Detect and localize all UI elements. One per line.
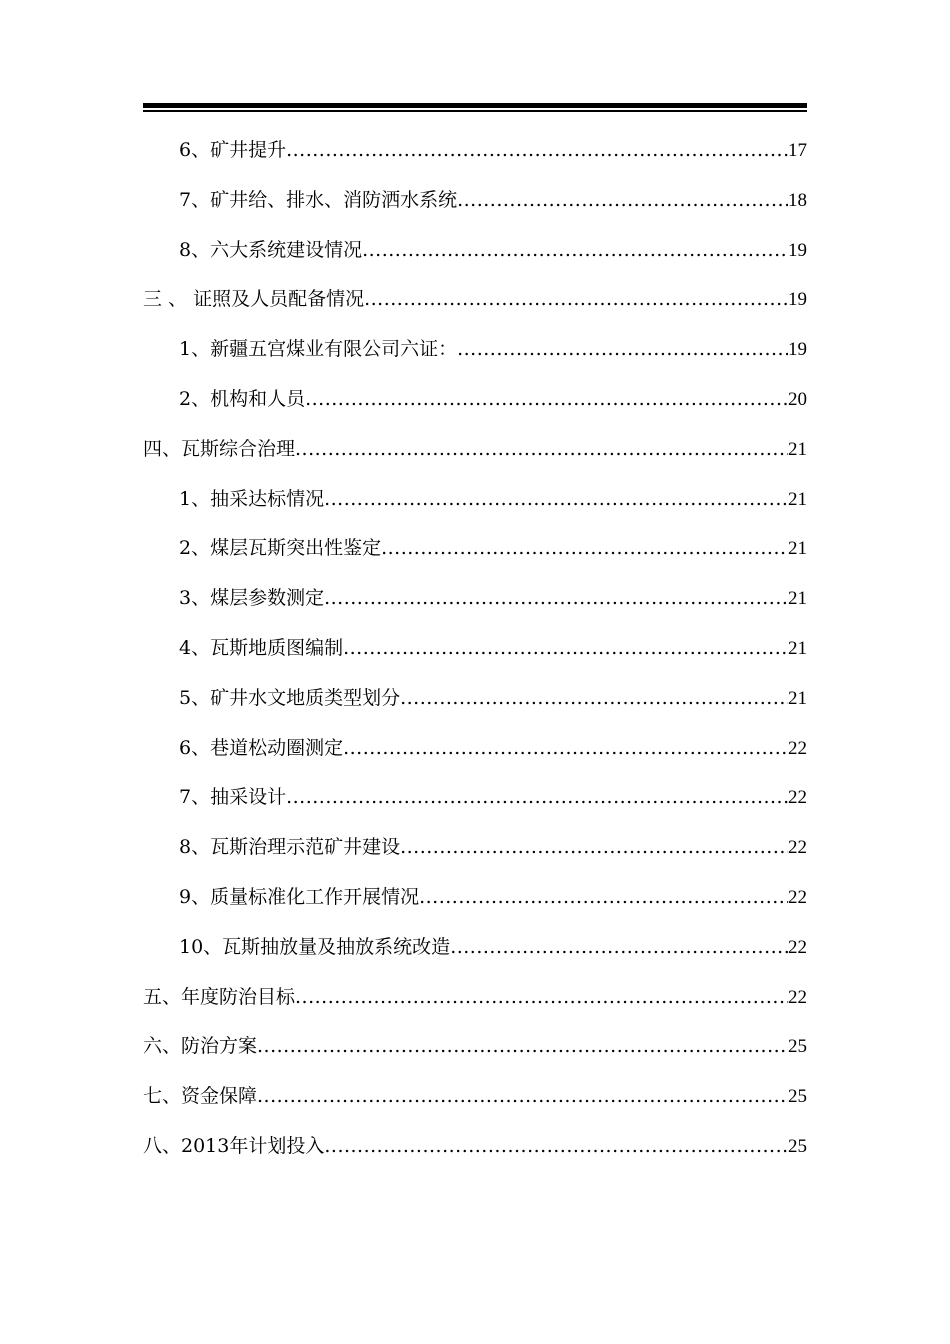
toc-entry-label: 7、矿井给、排水、消防洒水系统 (179, 188, 458, 211)
toc-entry-label: 7、抽采设计 (179, 786, 287, 809)
toc-dot-leader (400, 674, 788, 724)
toc-entry-page-number: 22 (788, 936, 807, 958)
toc-dot-leader (295, 973, 788, 1023)
toc-entry[interactable] (143, 524, 807, 574)
header-rule (143, 103, 807, 113)
header-rule-thin (143, 110, 807, 112)
toc-entry-page-number: 21 (788, 538, 807, 560)
toc-dot-leader (286, 126, 788, 176)
toc-entry[interactable] (143, 226, 807, 276)
toc-entry[interactable] (143, 773, 807, 823)
toc-dot-leader (324, 475, 788, 525)
toc-entry-label: 3、煤层参数测定 (179, 587, 325, 610)
toc-entry[interactable] (143, 126, 807, 176)
toc-entry-page-number: 17 (788, 140, 807, 161)
toc-dot-leader (364, 275, 788, 325)
toc-entry[interactable] (143, 325, 807, 375)
toc-entry-label: 2、机构和人员 (179, 387, 306, 410)
toc-entry-page-number: 21 (788, 488, 807, 510)
toc-entry[interactable] (143, 375, 807, 425)
toc-entry-page-number: 19 (788, 289, 807, 311)
toc-entry-label: 4、瓦斯地质图编制 (179, 636, 344, 659)
toc-dot-leader (381, 524, 788, 574)
toc-entry-label: 四、瓦斯综合治理 (143, 437, 296, 460)
toc-dot-leader (286, 773, 788, 823)
toc-entry-page-number: 22 (788, 986, 807, 1008)
toc-entry-page-number: 18 (788, 189, 807, 211)
toc-entry[interactable] (143, 1022, 807, 1072)
toc-entry[interactable] (143, 823, 807, 873)
toc-entry-page-number: 21 (788, 687, 807, 709)
toc-entry-label: 8、六大系统建设情况 (179, 238, 363, 261)
toc-dot-leader (305, 375, 788, 425)
toc-entry[interactable] (143, 574, 807, 624)
toc-entry-label: 五、年度防治目标 (143, 985, 296, 1008)
toc-entry-label: 八、2013年计划投入 (143, 1134, 325, 1157)
toc-entry-page-number: 21 (788, 588, 807, 610)
toc-dot-leader (362, 226, 788, 276)
toc-dot-leader (450, 923, 788, 973)
toc-entry-page-number: 22 (788, 837, 807, 859)
toc-dot-leader (257, 1072, 788, 1122)
toc-entry-page-number: 22 (788, 737, 807, 759)
toc-entry-page-number: 25 (788, 1086, 807, 1108)
toc-entry-page-number: 22 (788, 787, 807, 809)
toc-entry-label: 5、矿井水文地质类型划分 (179, 686, 401, 709)
toc-entry-page-number: 25 (788, 1036, 807, 1058)
toc-entry[interactable] (143, 973, 807, 1023)
toc-entry[interactable] (143, 624, 807, 674)
toc-entry-label: 1、抽采达标情况 (179, 487, 325, 510)
toc-entry-label: 6、巷道松动圈测定 (179, 736, 344, 759)
toc-entry[interactable] (143, 1072, 807, 1122)
toc-entry[interactable] (143, 425, 807, 475)
toc-entry-label: 1、新疆五宫煤业有限公司六证： (179, 338, 458, 361)
toc-entry[interactable] (143, 674, 807, 724)
toc-entry[interactable] (143, 873, 807, 923)
toc-dot-leader (419, 873, 788, 923)
toc-entry-label: 2、煤层瓦斯突出性鉴定 (179, 537, 382, 560)
toc-entry[interactable] (143, 176, 807, 226)
toc-entry[interactable] (143, 475, 807, 525)
toc-entry-page-number: 25 (788, 1135, 807, 1157)
toc-entry-label: 6、矿井提升 (179, 139, 287, 161)
toc-entry-label: 9、质量标准化工作开展情况 (179, 885, 420, 908)
toc-entry-page-number: 19 (788, 239, 807, 261)
toc-entry-page-number: 21 (788, 438, 807, 460)
toc-entry-label: 10、瓦斯抽放量及抽放系统改造 (179, 935, 451, 958)
toc-entry-label: 8、瓦斯治理示范矿井建设 (179, 836, 401, 859)
toc-entry-page-number: 21 (788, 637, 807, 659)
toc-entry-label: 七、资金保障 (143, 1085, 258, 1108)
toc-dot-leader (324, 574, 788, 624)
toc-dot-leader (400, 823, 788, 873)
toc-entry-page-number: 22 (788, 886, 807, 908)
toc-dot-leader (457, 325, 788, 375)
header-rule-thick (143, 103, 807, 108)
toc-entry[interactable] (143, 275, 807, 325)
toc-dot-leader (343, 624, 788, 674)
toc-dot-leader (324, 1122, 788, 1172)
toc-entry[interactable] (143, 724, 807, 774)
toc-entry-page-number: 19 (788, 339, 807, 361)
toc-dot-leader (343, 724, 788, 774)
toc-dot-leader (295, 425, 788, 475)
toc-entry-label: 六、防治方案 (143, 1035, 258, 1058)
toc-dot-leader (257, 1022, 788, 1072)
toc-dot-leader (457, 176, 788, 226)
toc-entry[interactable] (143, 923, 807, 973)
toc-entry-page-number: 20 (788, 388, 807, 410)
toc-entry[interactable] (143, 1122, 807, 1172)
toc-entry-label: 三 、 证照及人员配备情况 (143, 288, 365, 311)
table-of-contents (143, 126, 807, 1172)
